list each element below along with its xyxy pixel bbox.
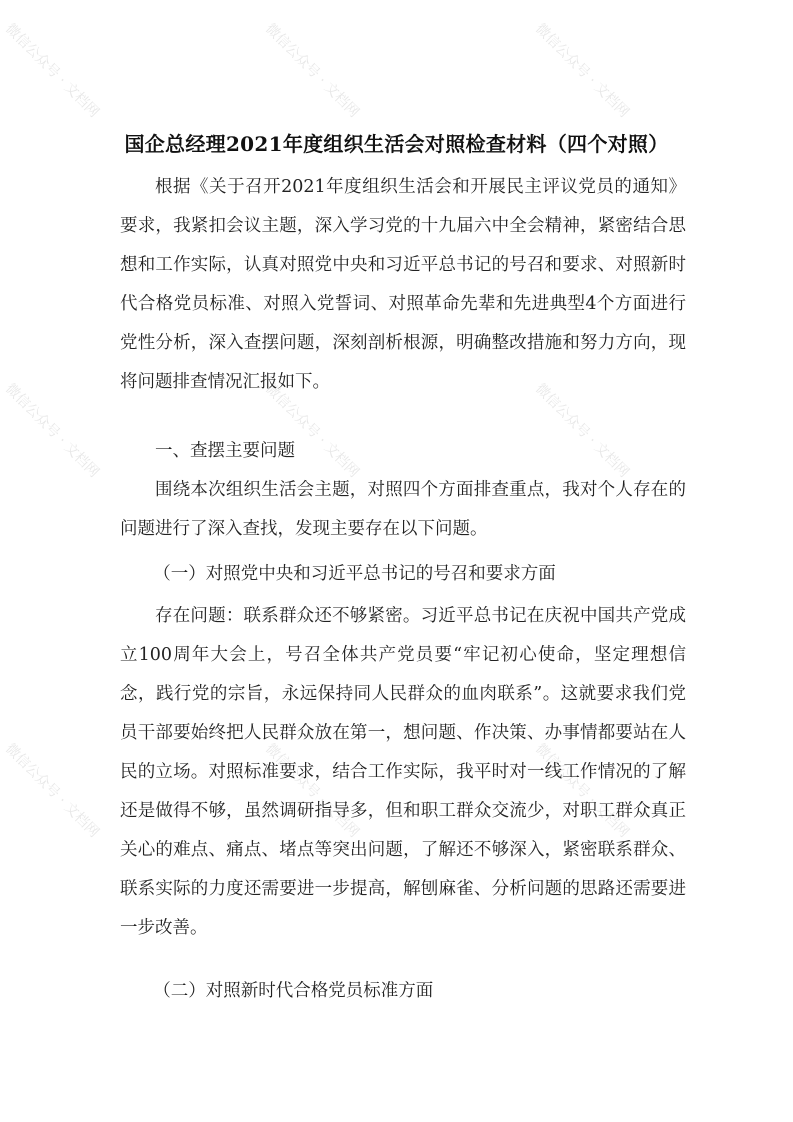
subsection-heading: （二）对照新时代合格党员标准方面 — [153, 981, 434, 1001]
section-intro-paragraph: 围绕本次组织生活会主题，对照四个方面排查重点，我对个人存在的问题进行了深入查找，发现主要存在以下问题。 — [120, 480, 686, 539]
watermark: 微信公众号 · 文档网 — [261, 20, 362, 121]
watermark: 微信公众号 · 文档网 — [1, 20, 102, 121]
intro-paragraph: 根据《关于召开2021年度组织生活会和开展民主评议党员的通知》要求，我紧扣会议主题，深入学习党的十九届六中全会精神，紧密结合思想和工作实际，认真对照党中央和习近平总书记的号召和要求、对照新时代合格党员标准、对照入党誓词、对照革命先辈和先进典型4个方面进行党性分析，深入查摆问题，深刻剖析根源，明确整改措施和努力方向，现将问题排查情况汇报如下。 — [120, 177, 686, 392]
watermark: 微信公众号 · 文档网 — [531, 20, 632, 121]
watermark: 微信公众号 · 文档网 — [261, 380, 362, 481]
watermark: 微信公众号 · 文档网 — [261, 740, 362, 841]
subsection-body-paragraph: 存在问题：联系群众还不够紧密。习近平总书记在庆祝中国共产党成立100周年大会上，号召全体共产党员要“牢记初心使命，坚定理想信念，践行党的宗旨，永远保持同人民群众的血肉联系”。这就要求我们党员干部要始终把人民群众放在第一，想问题、作决策、办事情都要站在人民的立场。对照标准要求，结合工作实际，我平时对一线工作情况的了解还是做得不够，虽然调研指导多，但和职工群众交流少，对职工群众真正关心的难点、痛点、堵点等突出问题，了解还不够深入，紧密联系群众、联系实际的力度还需要进一步提高，解刨麻雀、分析问题的思路还需要进一步改善。 — [120, 606, 686, 938]
watermark: 微信公众号 · 文档网 — [1, 380, 102, 481]
watermark: 微信公众号 · 文档网 — [1, 740, 102, 841]
section-heading: 一、查摆主要问题 — [155, 441, 295, 461]
document-title: 国企总经理2021年度组织生活会对照检查材料（四个对照） — [124, 132, 669, 156]
subsection-heading: （一）对照党中央和习近平总书记的号召和要求方面 — [153, 564, 556, 584]
watermark: 微信公众号 · 文档网 — [531, 740, 632, 841]
watermark: 微信公众号 · 文档网 — [531, 380, 632, 481]
